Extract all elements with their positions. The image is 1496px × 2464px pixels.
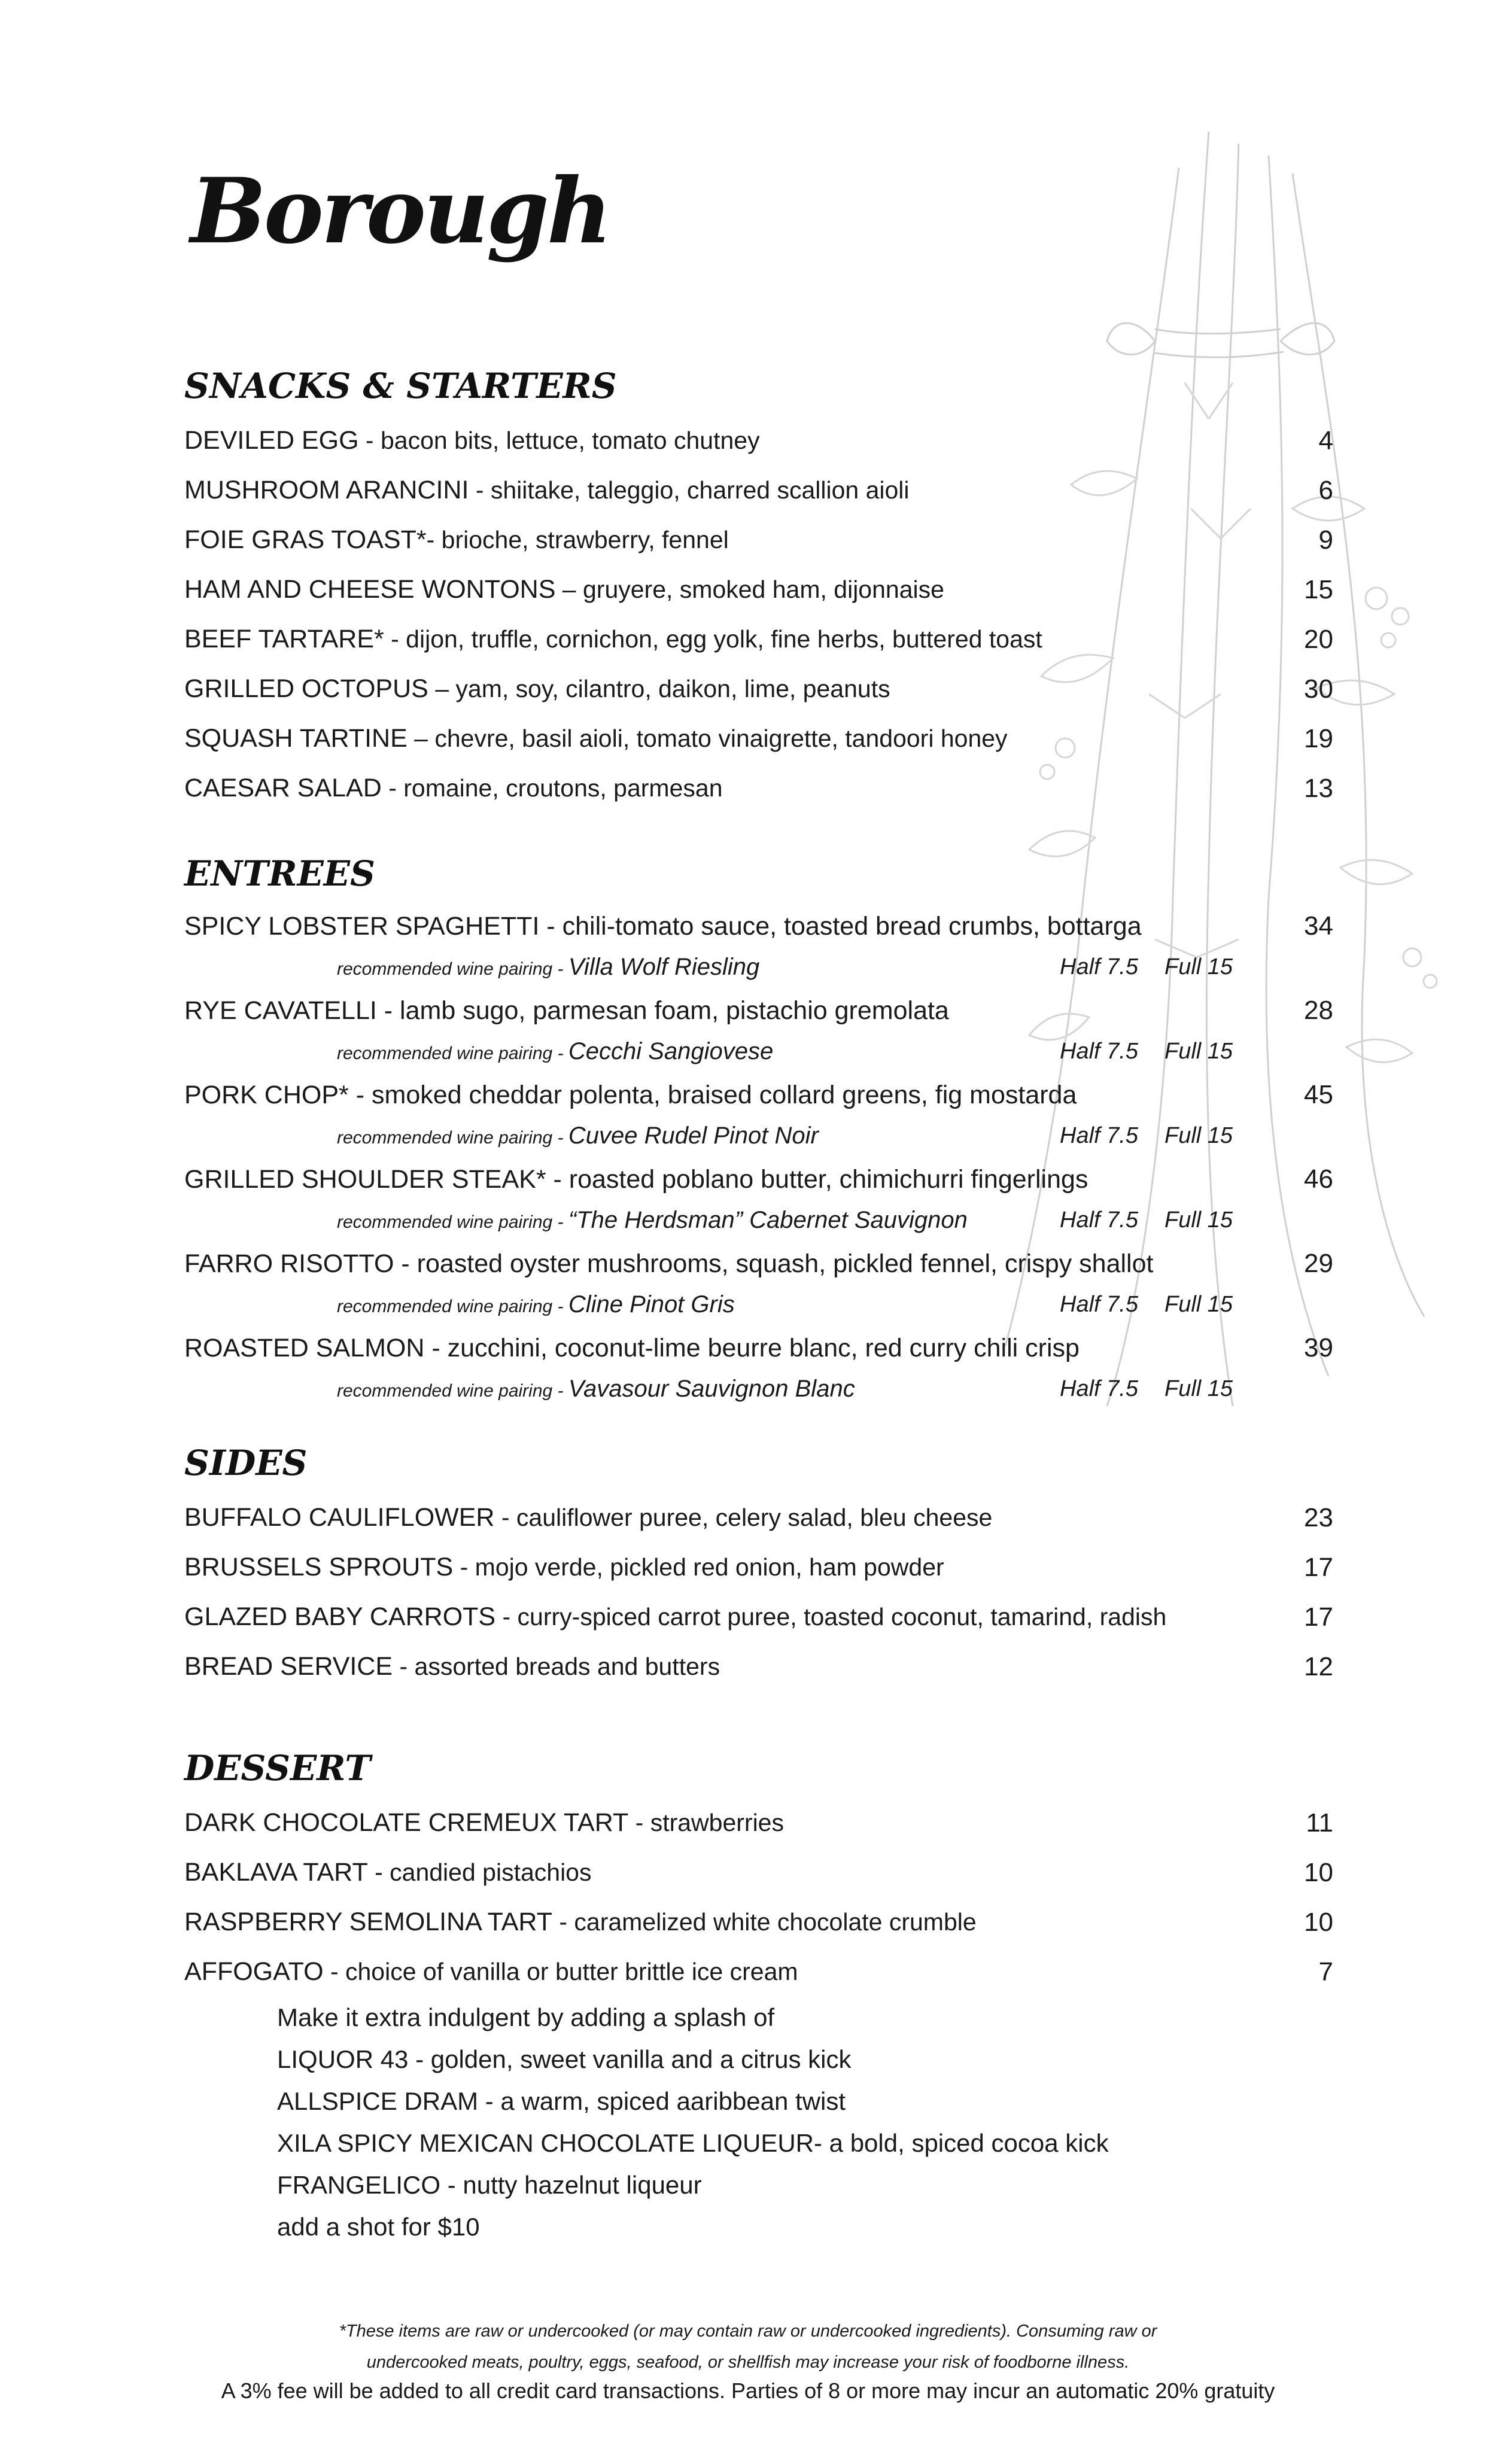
restaurant-logo: Borough xyxy=(190,159,610,264)
item-price: 11 xyxy=(1306,1808,1333,1838)
item-description: – gruyere, smoked ham, dijonnaise xyxy=(555,576,944,603)
menu-item xyxy=(184,565,1333,615)
full-glass-price: Full 15 xyxy=(1164,954,1233,979)
half-glass-price: Half 7.5 xyxy=(1060,1376,1138,1401)
item-description: - caramelized white chocolate crumble xyxy=(552,1908,977,1936)
entree-item xyxy=(184,1072,1333,1157)
wine-name: Cecchi Sangiovese xyxy=(568,1038,774,1064)
wine-name: Villa Wolf Riesling xyxy=(568,954,760,980)
pairing-text xyxy=(337,1033,773,1072)
item-price: 17 xyxy=(1304,1553,1333,1582)
pairing-text xyxy=(337,1118,819,1156)
item-price: 29 xyxy=(1304,1249,1333,1278)
item-name: HAM AND CHEESE WONTONS xyxy=(184,575,556,604)
item-description: - lamb sugo, parmesan foam, pistachio gremolata xyxy=(376,996,949,1025)
item-name: SQUASH TARTINE xyxy=(184,724,408,753)
full-glass-price: Full 15 xyxy=(1164,1292,1233,1317)
pairing-label: recommended wine pairing - xyxy=(337,1212,568,1232)
entree-item xyxy=(184,988,1333,1072)
entree-line xyxy=(184,1157,1333,1202)
item-description: - curry-spiced carrot puree, toasted coconut, tamarind, radish xyxy=(495,1603,1167,1631)
affogato-addon-line: ALLSPICE DRAM - a warm, spiced aaribbean twist xyxy=(277,2087,846,2115)
item-description: - strawberries xyxy=(628,1809,784,1836)
item-price: 15 xyxy=(1304,575,1333,604)
affogato-addon-line: XILA SPICY MEXICAN CHOCOLATE LIQUEUR- a bold, spiced cocoa kick xyxy=(277,2129,1109,2157)
item-name: BREAD SERVICE xyxy=(184,1652,393,1681)
item-price: 34 xyxy=(1304,911,1333,941)
section-title: SIDES xyxy=(184,1443,308,1483)
menu-item xyxy=(184,1848,1333,1897)
item-name: DEVILED EGG xyxy=(184,426,359,455)
wine-name: Cuvee Rudel Pinot Noir xyxy=(568,1123,819,1149)
full-glass-price: Full 15 xyxy=(1164,1207,1233,1233)
half-glass-price: Half 7.5 xyxy=(1060,1039,1138,1064)
item-description: - mojo verde, pickled red onion, ham powder xyxy=(453,1553,944,1581)
item-price: 6 xyxy=(1318,476,1333,505)
item-description: - dijon, truffle, cornichon, egg yolk, fine herbs, buttered toast xyxy=(384,625,1042,653)
item-name: SPICY LOBSTER SPAGHETTI xyxy=(184,912,540,941)
item-name: MUSHROOM ARANCINI xyxy=(184,476,469,504)
full-glass-price: Full 15 xyxy=(1164,1376,1233,1401)
item-name: DARK CHOCOLATE CREMEUX TART xyxy=(184,1808,629,1837)
item-description: - romaine, croutons, parmesan xyxy=(381,774,723,802)
menu-item xyxy=(184,615,1333,664)
pairing-label: recommended wine pairing - xyxy=(337,1381,568,1401)
wine-pairing xyxy=(184,1286,1333,1322)
entree-line xyxy=(184,1325,1333,1371)
pairing-text xyxy=(337,1286,735,1325)
item-description: - zucchini, coconut-lime beurre blanc, red curry chili crisp xyxy=(424,1334,1080,1362)
item-name: ROASTED SALMON xyxy=(184,1334,425,1362)
wine-pairing xyxy=(184,949,1333,985)
menu-item xyxy=(184,664,1333,714)
snacks-section xyxy=(184,356,1333,813)
item-description: – chevre, basil aioli, tomato vinaigrette, tandoori honey xyxy=(407,725,1008,752)
section-title: SNACKS & STARTERS xyxy=(184,366,617,406)
item-description: - assorted breads and butters xyxy=(393,1653,720,1680)
pairing-label: recommended wine pairing - xyxy=(337,959,568,979)
item-name: RASPBERRY SEMOLINA TART xyxy=(184,1908,552,1936)
pairing-text xyxy=(337,949,759,987)
half-glass-price: Half 7.5 xyxy=(1060,1292,1138,1317)
item-description: - candied pistachios xyxy=(367,1858,592,1886)
item-description: - chili-tomato sauce, toasted bread crumbs, bottarga xyxy=(539,912,1142,941)
item-price: 17 xyxy=(1304,1602,1333,1632)
half-glass-price: Half 7.5 xyxy=(1060,1123,1138,1148)
wine-name: “The Herdsman” Cabernet Sauvignon xyxy=(568,1207,968,1233)
item-name: BUFFALO CAULIFLOWER xyxy=(184,1503,495,1532)
menu-item xyxy=(184,1642,1333,1692)
wine-pairing xyxy=(184,1371,1333,1407)
item-price: 46 xyxy=(1304,1164,1333,1194)
item-price: 23 xyxy=(1304,1503,1333,1532)
section-title: DESSERT xyxy=(184,1748,371,1788)
entree-line xyxy=(184,1072,1333,1118)
item-name: GLAZED BABY CARROTS xyxy=(184,1602,496,1631)
item-price: 10 xyxy=(1304,1858,1333,1887)
item-price: 7 xyxy=(1318,1957,1333,1987)
item-name: FARRO RISOTTO xyxy=(184,1249,394,1278)
pairing-text xyxy=(337,1371,855,1409)
item-price: 10 xyxy=(1304,1908,1333,1937)
item-price: 9 xyxy=(1318,525,1333,555)
dessert-section xyxy=(184,1738,1333,2248)
menu-item xyxy=(184,1592,1333,1642)
entrees-section xyxy=(184,844,1333,1410)
item-name: PORK CHOP* xyxy=(184,1081,349,1109)
sides-section xyxy=(184,1433,1333,1692)
item-name: GRILLED SHOULDER STEAK* xyxy=(184,1165,546,1194)
pairing-text xyxy=(337,1202,968,1240)
item-price: 28 xyxy=(1304,996,1333,1025)
item-price: 20 xyxy=(1304,625,1333,654)
item-price: 19 xyxy=(1304,724,1333,753)
pairing-label: recommended wine pairing - xyxy=(337,1297,568,1316)
item-price: 39 xyxy=(1304,1333,1333,1362)
menu-item xyxy=(184,515,1333,565)
fee-note: A 3% fee will be added to all credit card transactions. Parties of 8 or more may incur an automatic 20% gratuity xyxy=(221,2378,1275,2403)
entree-line xyxy=(184,988,1333,1033)
item-description: - bacon bits, lettuce, tomato chutney xyxy=(358,427,760,454)
pairing-label: recommended wine pairing - xyxy=(337,1044,568,1063)
item-description: - choice of vanilla or butter brittle ice cream xyxy=(323,1958,798,1985)
item-name: FOIE GRAS TOAST* xyxy=(184,525,427,554)
entree-item xyxy=(184,904,1333,988)
wine-name: Cline Pinot Gris xyxy=(568,1291,735,1318)
item-price: 12 xyxy=(1304,1652,1333,1681)
item-name: AFFOGATO xyxy=(184,1957,324,1986)
disclaimer-line: undercooked meats, poultry, eggs, seafood, or shellfish may increase your risk of foodborne illness. xyxy=(366,2353,1130,2372)
menu-item xyxy=(184,1947,1333,1997)
affogato-addon-line: FRANGELICO - nutty hazelnut liqueur xyxy=(277,2171,702,2199)
disclaimer-line: *These items are raw or undercooked (or may contain raw or undercooked ingredients). Consuming raw or xyxy=(339,2322,1157,2341)
menu-item xyxy=(184,466,1333,515)
menu-item xyxy=(184,763,1333,813)
item-description: - brioche, strawberry, fennel xyxy=(426,526,729,553)
menu-item xyxy=(184,1897,1333,1947)
entree-item xyxy=(184,1241,1333,1325)
affogato-addon-line: add a shot for $10 xyxy=(277,2213,480,2241)
menu-item xyxy=(184,416,1333,466)
item-price: 30 xyxy=(1304,674,1333,704)
item-price: 45 xyxy=(1304,1080,1333,1109)
item-description: - shiitake, taleggio, charred scallion aioli xyxy=(469,476,910,504)
item-name: RYE CAVATELLI xyxy=(184,996,377,1025)
entree-line xyxy=(184,904,1333,949)
full-glass-price: Full 15 xyxy=(1164,1039,1233,1064)
menu-item xyxy=(184,1798,1333,1848)
item-price: 13 xyxy=(1304,774,1333,803)
section-title: ENTREES xyxy=(184,853,375,894)
menu-item xyxy=(184,714,1333,763)
wine-name: Vavasour Sauvignon Blanc xyxy=(568,1376,855,1402)
item-description: - roasted oyster mushrooms, squash, pickled fennel, crispy shallot xyxy=(394,1249,1154,1278)
wine-pairing xyxy=(184,1202,1333,1238)
item-name: BRUSSELS SPROUTS xyxy=(184,1553,454,1581)
item-description: – yam, soy, cilantro, daikon, lime, peanuts xyxy=(428,675,890,702)
entree-item xyxy=(184,1325,1333,1410)
entree-item xyxy=(184,1157,1333,1241)
wine-pairing xyxy=(184,1033,1333,1069)
item-description: - roasted poblano butter, chimichurri fingerlings xyxy=(546,1165,1088,1194)
half-glass-price: Half 7.5 xyxy=(1060,954,1138,979)
menu-item xyxy=(184,1493,1333,1543)
item-name: GRILLED OCTOPUS xyxy=(184,674,428,703)
full-glass-price: Full 15 xyxy=(1164,1123,1233,1148)
item-name: CAESAR SALAD xyxy=(184,774,382,802)
item-description: - smoked cheddar polenta, braised collard greens, fig mostarda xyxy=(348,1081,1077,1109)
item-price: 4 xyxy=(1318,426,1333,455)
affogato-addon-line: Make it extra indulgent by adding a splash of xyxy=(277,2003,775,2031)
half-glass-price: Half 7.5 xyxy=(1060,1207,1138,1233)
raw-food-disclaimer xyxy=(239,2316,1257,2378)
entree-line xyxy=(184,1241,1333,1286)
pairing-label: recommended wine pairing - xyxy=(337,1128,568,1148)
affogato-addon-line: LIQUOR 43 - golden, sweet vanilla and a citrus kick xyxy=(277,2045,852,2073)
wine-pairing xyxy=(184,1118,1333,1154)
item-name: BAKLAVA TART xyxy=(184,1858,368,1887)
menu-item xyxy=(184,1543,1333,1592)
item-description: - cauliflower puree, celery salad, bleu cheese xyxy=(494,1504,993,1531)
item-name: BEEF TARTARE* xyxy=(184,625,384,653)
